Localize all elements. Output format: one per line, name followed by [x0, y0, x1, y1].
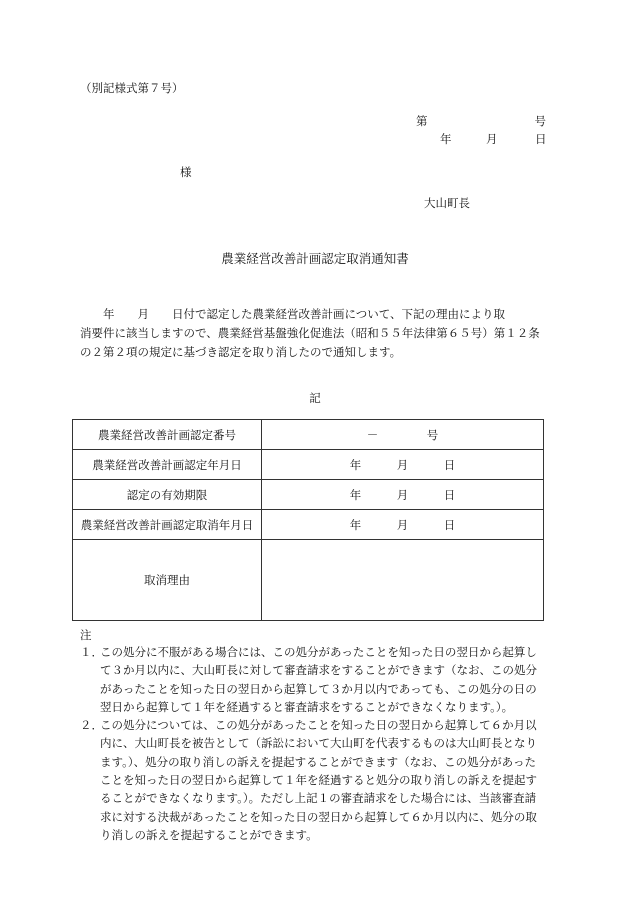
note-line: て３か月以内に、大山町長に対して審査請求をすることができます（なお、この処分: [100, 663, 537, 678]
revocation-date-value: [262, 510, 544, 540]
revocation-reason-value: [262, 540, 544, 621]
date-month: 月: [396, 457, 409, 472]
ki-heading: 記: [309, 391, 321, 405]
body-line: 消要件に該当しますので、農業経営基盤強化促進法（昭和５５年法律第６５号）第１２条: [80, 326, 540, 340]
table-row: [73, 420, 544, 450]
note-marker: １．: [80, 645, 103, 659]
note-line: 求に対する決裁があったことを知った日の翌日から起算して６か月以内に、処分の取: [100, 809, 537, 824]
note-line: ます。）、処分の取り消しの訴えを提起することができます（なお、この処分があった: [100, 754, 536, 769]
recipient-honorific: 様: [180, 165, 192, 179]
certification-number-label: 農業経営改善計画認定番号: [73, 420, 262, 450]
body-paragraph: [80, 305, 550, 362]
issue-date-year: 年: [440, 132, 452, 146]
certification-number-suffix: 号: [426, 427, 439, 442]
note-line: ことを知った日の翌日から起算して１年を経過すると処分の取り消しの訴えを提起す: [100, 773, 537, 788]
issuer-name: 大山町長: [424, 196, 470, 210]
validity-period-label: 認定の有効期限: [73, 480, 262, 510]
issue-date-month: 月: [486, 132, 498, 146]
table-row: [73, 450, 544, 480]
date-day: 日: [443, 457, 456, 472]
table-row: [73, 540, 544, 621]
date-day: 日: [443, 487, 456, 502]
certification-date-label: 農業経営改善計画認定年月日: [73, 450, 262, 480]
notes-heading: 注: [80, 628, 92, 642]
note-line: 内に、大山町長を被告として（訴訟において大山町を代表するものは大山町長となり: [100, 736, 537, 751]
note-line: り消しの訴えを提起することができます。: [100, 827, 318, 842]
certification-date-value: [262, 450, 544, 480]
note-item: [80, 716, 558, 844]
document-number-line: [416, 113, 546, 129]
note-line: ることができなくなります。）。ただし上記１の審査請求をした場合には、当該審査請: [100, 791, 537, 806]
document-number-prefix: 第: [416, 114, 428, 128]
certification-table: [72, 419, 544, 621]
date-year: 年: [349, 457, 362, 472]
note-line: この処分に不服がある場合には、この処分があったことを知った日の翌日から起算し: [100, 645, 537, 659]
certification-number-dash: －: [366, 427, 379, 442]
revocation-date-label: 農業経営改善計画認定取消年月日: [73, 510, 262, 540]
date-year: 年: [349, 517, 362, 532]
form-label: （別記様式第７号）: [80, 81, 184, 95]
note-line: この処分については、この処分があったことを知った日の翌日から起算して６か月以: [100, 718, 537, 733]
body-line: の２第２項の規定に基づき認定を取り消したので通知します。: [80, 345, 402, 359]
body-line: 年 月 日付で認定した農業経営改善計画について、下記の理由により取: [80, 307, 506, 321]
table-row: [73, 510, 544, 540]
revocation-reason-label: 取消理由: [73, 540, 262, 621]
note-marker: ２．: [80, 718, 103, 733]
note-item: [80, 643, 558, 716]
validity-period-value: [262, 480, 544, 510]
table-row: [73, 480, 544, 510]
note-line: 翌日から起算して１年を経過すると審査請求をすることができなくなります。）。: [100, 699, 514, 714]
date-year: 年: [349, 487, 362, 502]
date-month: 月: [396, 517, 409, 532]
document-title: 農業経営改善計画認定取消通知書: [221, 251, 409, 266]
date-day: 日: [443, 517, 456, 532]
document-number-suffix: 号: [534, 114, 546, 128]
date-month: 月: [396, 487, 409, 502]
note-line: があったことを知った日の翌日から起算して３か月以内であっても、この処分の日の: [100, 681, 537, 696]
certification-number-value: [262, 420, 544, 450]
issue-date-day: 日: [535, 132, 547, 146]
notes-list: [80, 643, 558, 844]
